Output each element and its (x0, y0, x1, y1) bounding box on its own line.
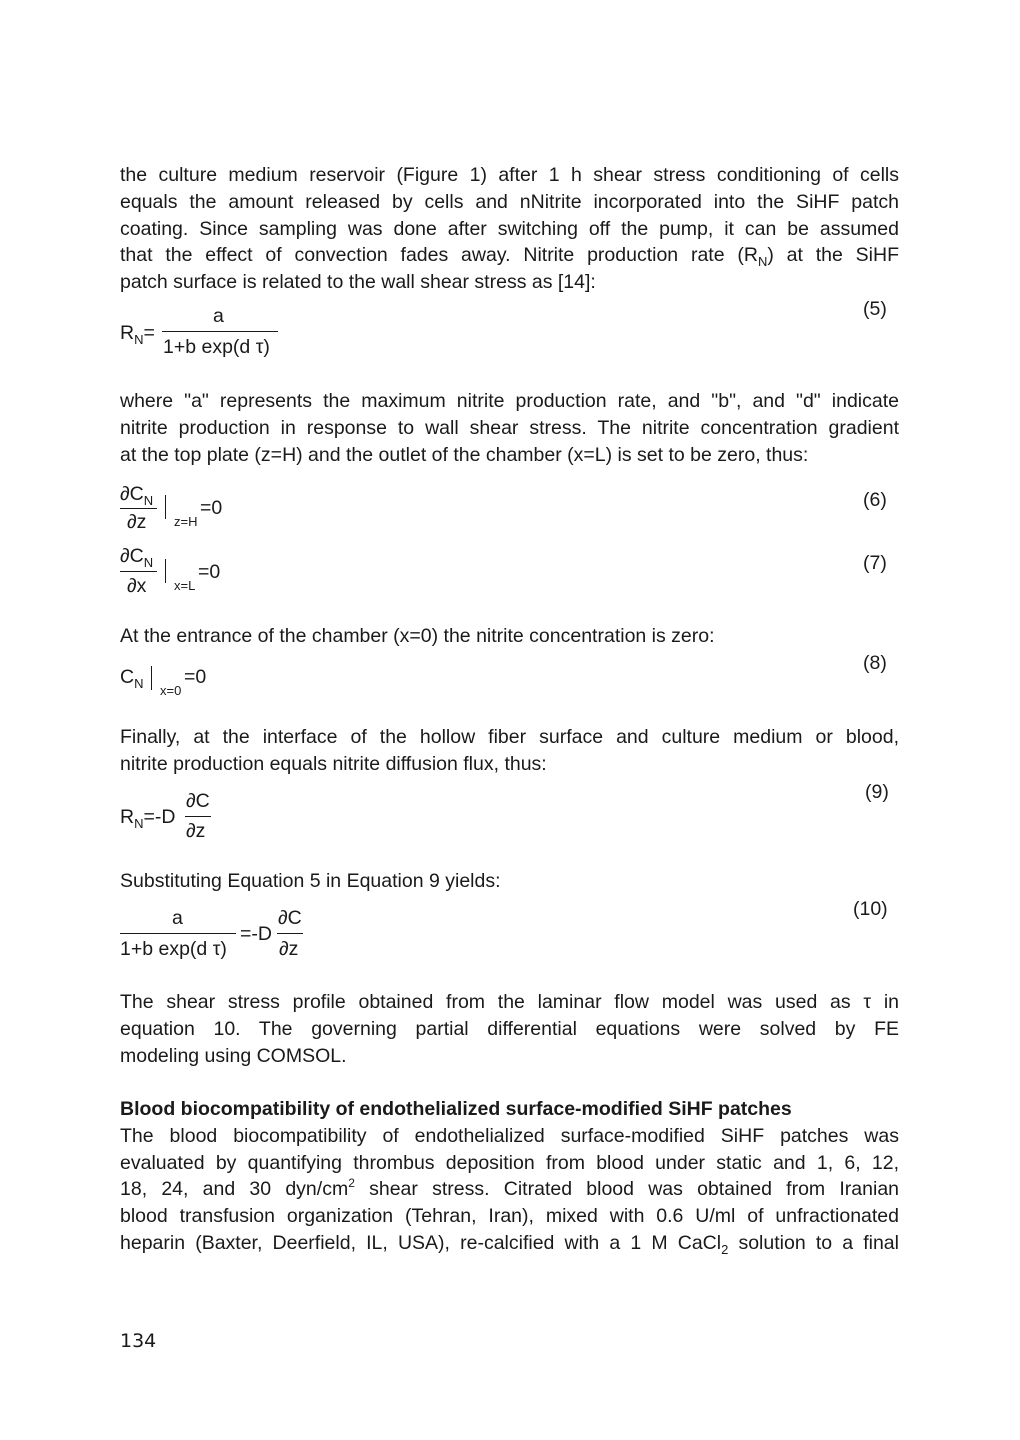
eq5-numerator: a (213, 305, 224, 327)
eq8-lhs: $C_N$ (120, 666, 144, 691)
evaluation-bar (165, 495, 166, 519)
eq8-condition: x=0 (160, 683, 182, 698)
text-line: patch surface is related to the wall shear stress as [14]: (120, 271, 596, 294)
eq5-lhs: $R_N=$ (120, 322, 155, 347)
eq9-denominator: ∂z (186, 820, 206, 842)
page-number: 134 (120, 1330, 157, 1352)
paragraph-intro (120, 162, 899, 296)
eq10-denominator-2: ∂z (279, 938, 299, 960)
paragraph-shear-profile (120, 989, 899, 1069)
text-line: coating. Since sampling was done after switching off the pump, it can be assumed (120, 217, 899, 240)
text-line: equation 10. The governing partial differential equations were solved by FE (120, 1017, 899, 1040)
evaluation-bar (151, 666, 152, 690)
eq6-condition: z=H (174, 514, 198, 529)
eq10-mid: =-D (240, 923, 272, 945)
text-line: modeling using COMSOL. (120, 1044, 347, 1067)
fraction-bar (120, 571, 157, 572)
eq10-numerator: a (172, 907, 183, 929)
text-line: nitrite production equals nitrite diffusion flux, thus: (120, 752, 547, 775)
text-line: The blood biocompatibility of endothelialized surface-modified SiHF patches was (120, 1124, 899, 1147)
equation-number: (9) (865, 781, 889, 803)
section-blood-biocompatibility (120, 1096, 899, 1257)
text-line: At the entrance of the chamber (x=0) the nitrite concentration is zero: (120, 625, 715, 647)
text-line: nitrite production in response to wall shear stress. The nitrite concentration gradient (120, 416, 899, 439)
text-line: Substituting Equation 5 in Equation 9 yields: (120, 870, 501, 892)
eq6-rhs: =0 (200, 497, 223, 519)
eq8-rhs: =0 (184, 666, 207, 688)
equation-number: (8) (863, 652, 887, 674)
eq7-condition: x=L (174, 578, 196, 593)
text-line: that the effect of convection fades away. Nitrite production rate $(R_N)$ at the SiHF (120, 244, 899, 270)
fraction-bar (162, 331, 278, 332)
eq10-denominator: 1+b exp(d τ) (120, 938, 227, 960)
equation-number: (5) (863, 298, 887, 320)
fraction-bar (120, 508, 157, 509)
eq10-numerator-2: ∂C (278, 907, 302, 929)
eq6-denominator: ∂z (127, 511, 147, 533)
text-line: where "a" represents the maximum nitrite production rate, and "b", and "d" indicate (120, 390, 899, 412)
paragraph-boundary (120, 388, 899, 468)
text-line: the culture medium reservoir (Figure 1) after 1 h shear stress conditioning of cells (120, 164, 899, 186)
text-line: heparin (Baxter, Deerfield, IL, USA), re-calcified with a 1 M CaCl$_2$ solution to a final (120, 1231, 899, 1257)
eq5-denominator: 1+b exp(d τ) (163, 336, 270, 358)
eq7-numerator: $\partial C_N$ (120, 545, 154, 570)
eq9-numerator: ∂C (186, 790, 210, 812)
text-line: evaluated by quantifying thrombus deposition from blood under static and 1, 6, 12, (120, 1151, 899, 1174)
text-line: 18, 24, and 30 dyn/$cm^2$ shear stress. Citrated blood was obtained from Iranian (120, 1176, 900, 1201)
fraction-bar (185, 816, 211, 817)
eq9-lhs: $R_N=-D$ (120, 806, 176, 831)
paragraph-entrance (120, 623, 899, 650)
eq7-rhs: =0 (198, 561, 221, 583)
fraction-bar (277, 933, 303, 934)
equation-number: (6) (863, 489, 887, 511)
text-line: blood transfusion organization (Tehran, Iran), mixed with 0.6 U/ml of unfractionated (120, 1205, 899, 1228)
text-line: equals the amount released by cells and nNitrite incorporated into the SiHF patch (120, 190, 899, 213)
text-line: Finally, at the interface of the hollow fiber surface and culture medium or blood, (120, 726, 899, 748)
equation-number: (10) (853, 898, 888, 920)
paragraph-interface (120, 724, 899, 778)
fraction-bar (120, 933, 236, 934)
paragraph-substitution (120, 868, 899, 895)
text-line: at the top plate (z=H) and the outlet of the chamber (x=L) is set to be zero, thus: (120, 443, 809, 466)
evaluation-bar (165, 559, 166, 583)
section-heading: Blood biocompatibility of endothelialized surface-modified SiHF patches (120, 1098, 792, 1120)
equation-number: (7) (863, 552, 887, 574)
eq6-numerator: $\partial C_N$ (120, 483, 154, 508)
text-line: The shear stress profile obtained from the laminar flow model was used as τ in (120, 991, 899, 1013)
eq7-denominator: ∂x (127, 575, 147, 597)
